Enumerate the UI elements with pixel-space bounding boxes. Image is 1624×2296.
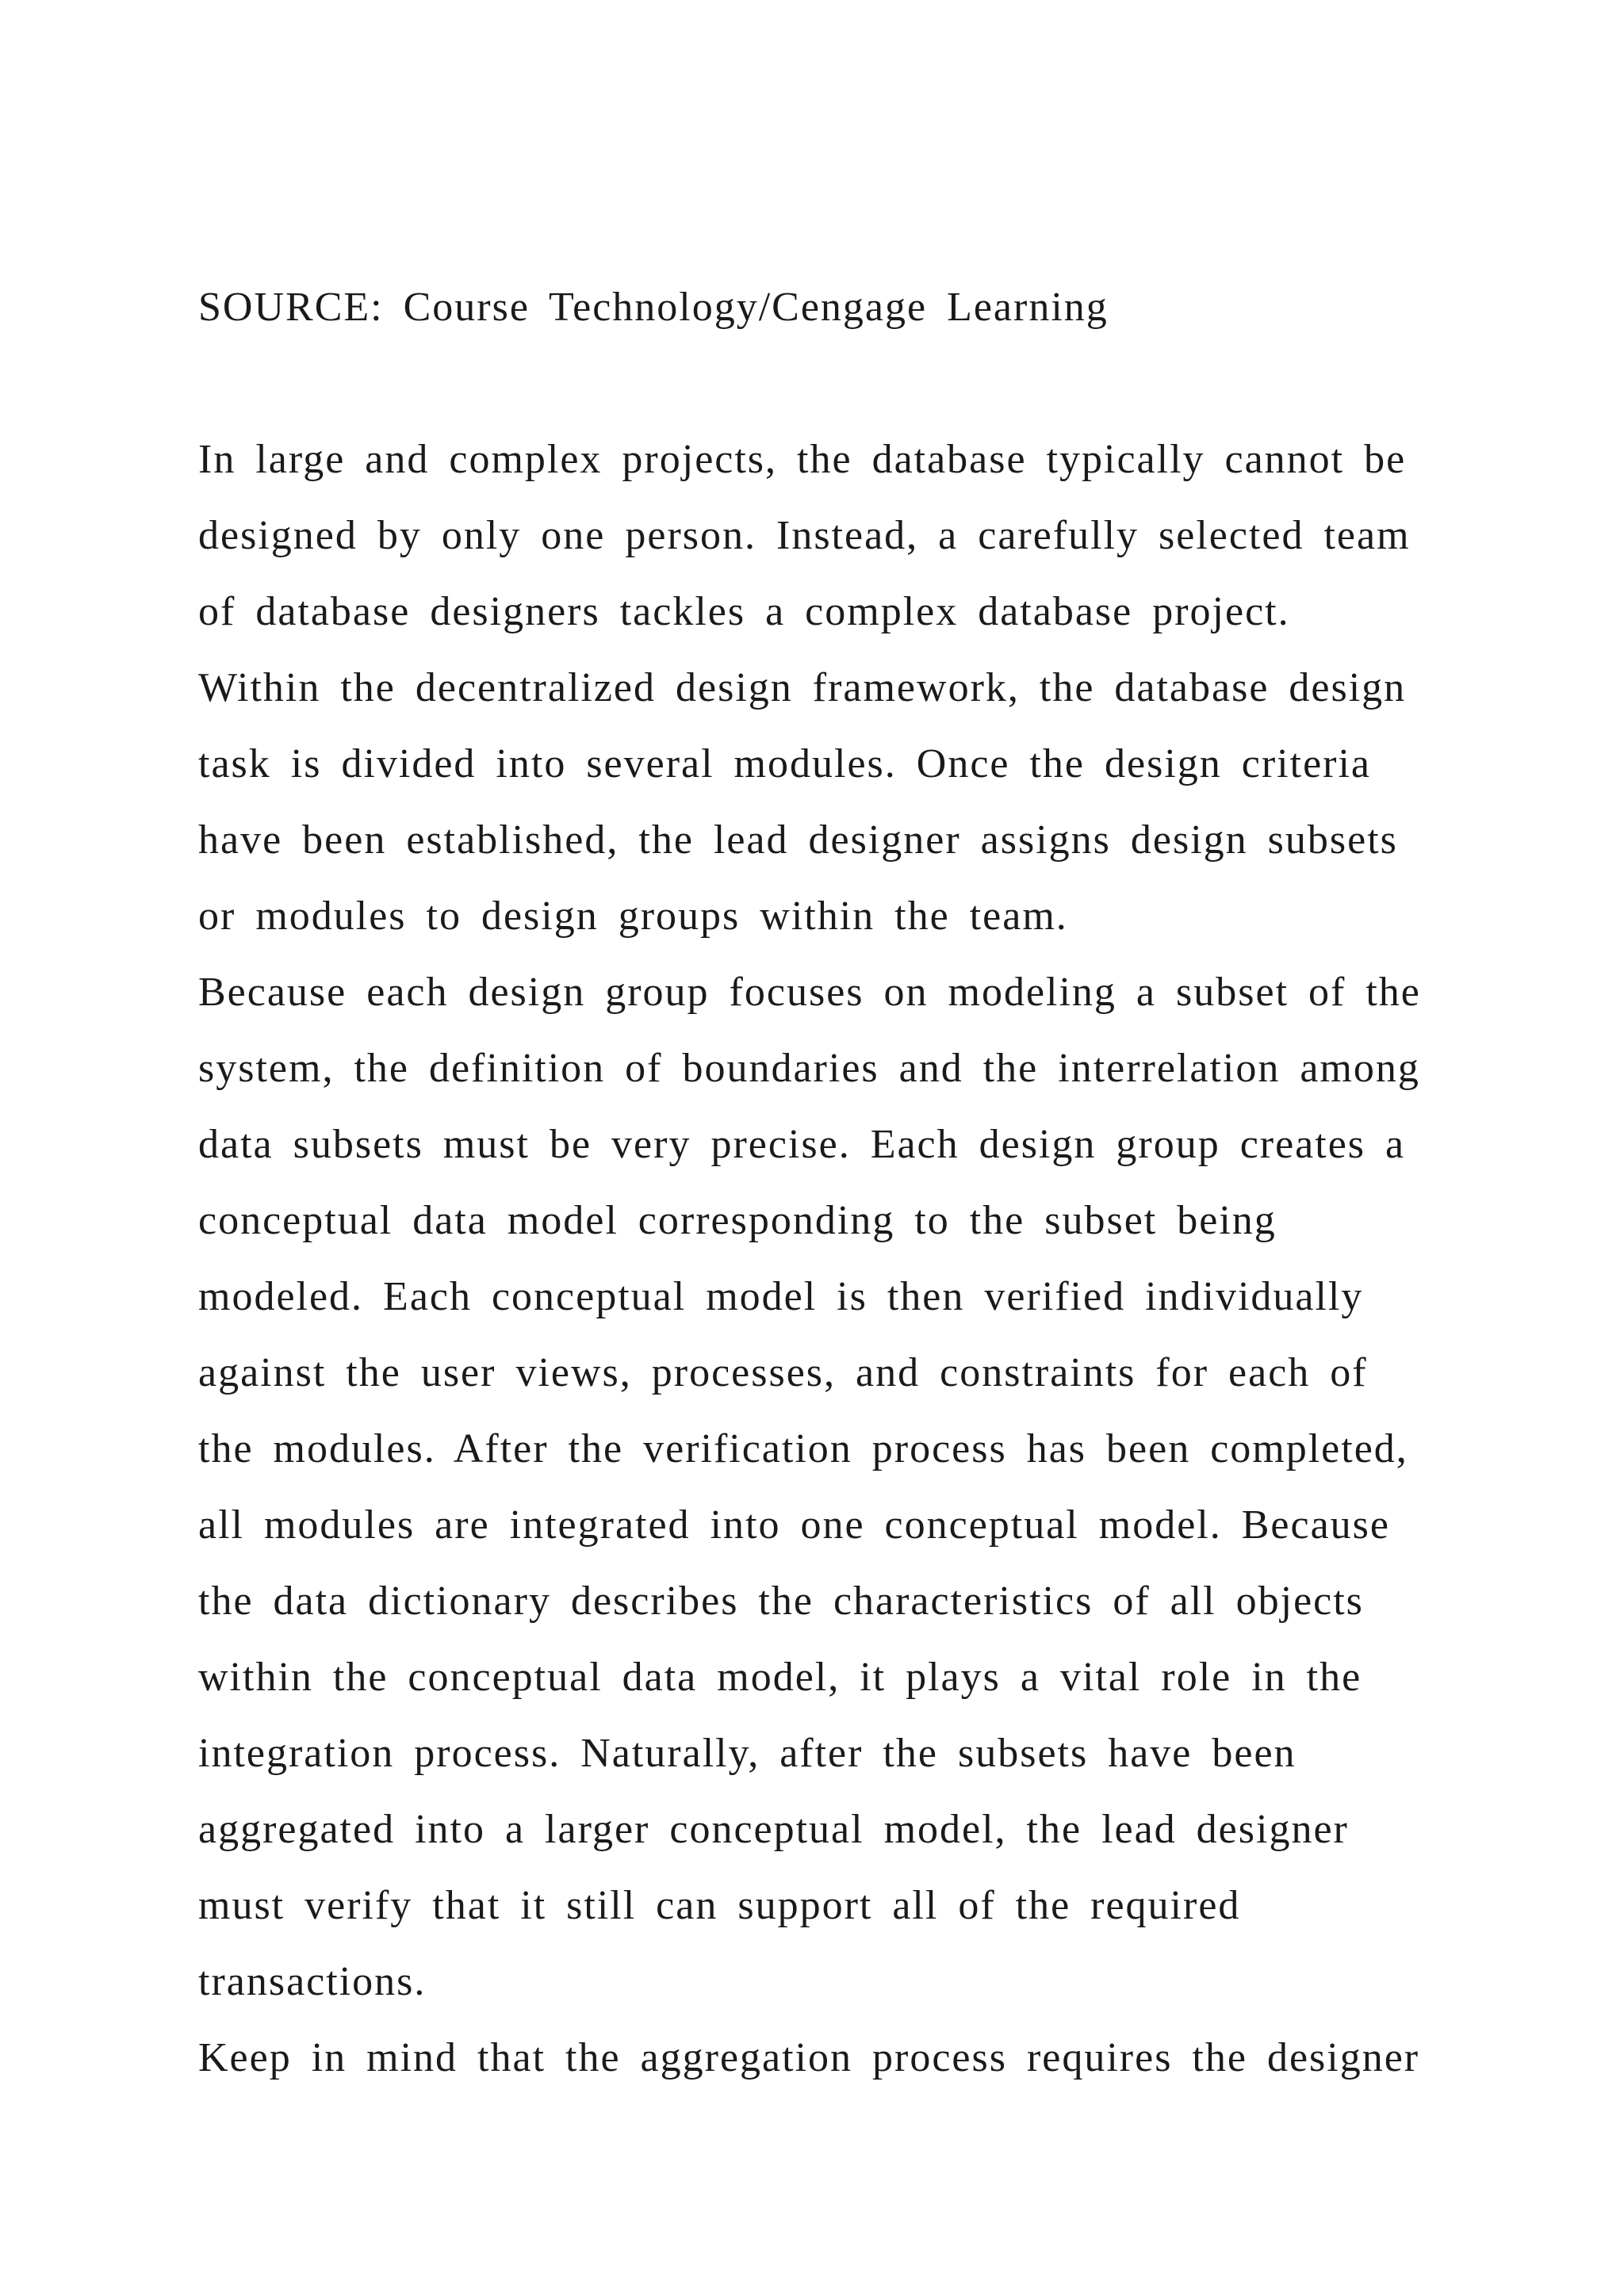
text-line: the modules. After the verification process has been completed, — [198, 1426, 1408, 1471]
text-line: conceptual data model corresponding to the subset being — [198, 1198, 1277, 1243]
text-line: integration process. Naturally, after the subsets have been — [198, 1731, 1297, 1776]
text-line: of database designers tackles a complex database project. — [198, 589, 1290, 634]
text-line: the data dictionary describes the characteristics of all objects — [198, 1578, 1364, 1624]
text-line: or modules to design groups within the team. — [198, 894, 1068, 939]
text-line: against the user views, processes, and constraints for each of — [198, 1350, 1368, 1395]
text-line: data subsets must be very precise. Each design group creates a — [198, 1122, 1406, 1167]
text-line: Within the decentralized design framework, the database design — [198, 665, 1407, 710]
document-text — [198, 270, 1435, 2096]
text-line: task is divided into several modules. Once the design criteria — [198, 741, 1371, 786]
text-line: must verify that it still can support all of the required — [198, 1883, 1241, 1928]
text-line: In large and complex projects, the database typically cannot be — [198, 437, 1407, 482]
text-line: aggregated into a larger conceptual model, the lead designer — [198, 1807, 1349, 1852]
text-line: have been established, the lead designer assigns design subsets — [198, 817, 1398, 863]
source-line: SOURCE: Course Technology/Cengage Learning — [198, 285, 1109, 330]
text-line: system, the definition of boundaries and the interrelation among — [198, 1046, 1420, 1091]
text-line: Because each design group focuses on modeling a subset of the — [198, 970, 1421, 1015]
text-line: transactions. — [198, 1959, 427, 2004]
text-line: Keep in mind that the aggregation process requires the designer — [198, 2035, 1420, 2080]
text-line: modeled. Each conceptual model is then verified individually — [198, 1274, 1364, 1319]
text-line: designed by only one person. Instead, a carefully selected team — [198, 513, 1411, 558]
paragraph-spacer — [198, 346, 1435, 422]
text-line: all modules are integrated into one conceptual model. Because — [198, 1502, 1390, 1548]
text-line: within the conceptual data model, it plays a vital role in the — [198, 1655, 1362, 1700]
